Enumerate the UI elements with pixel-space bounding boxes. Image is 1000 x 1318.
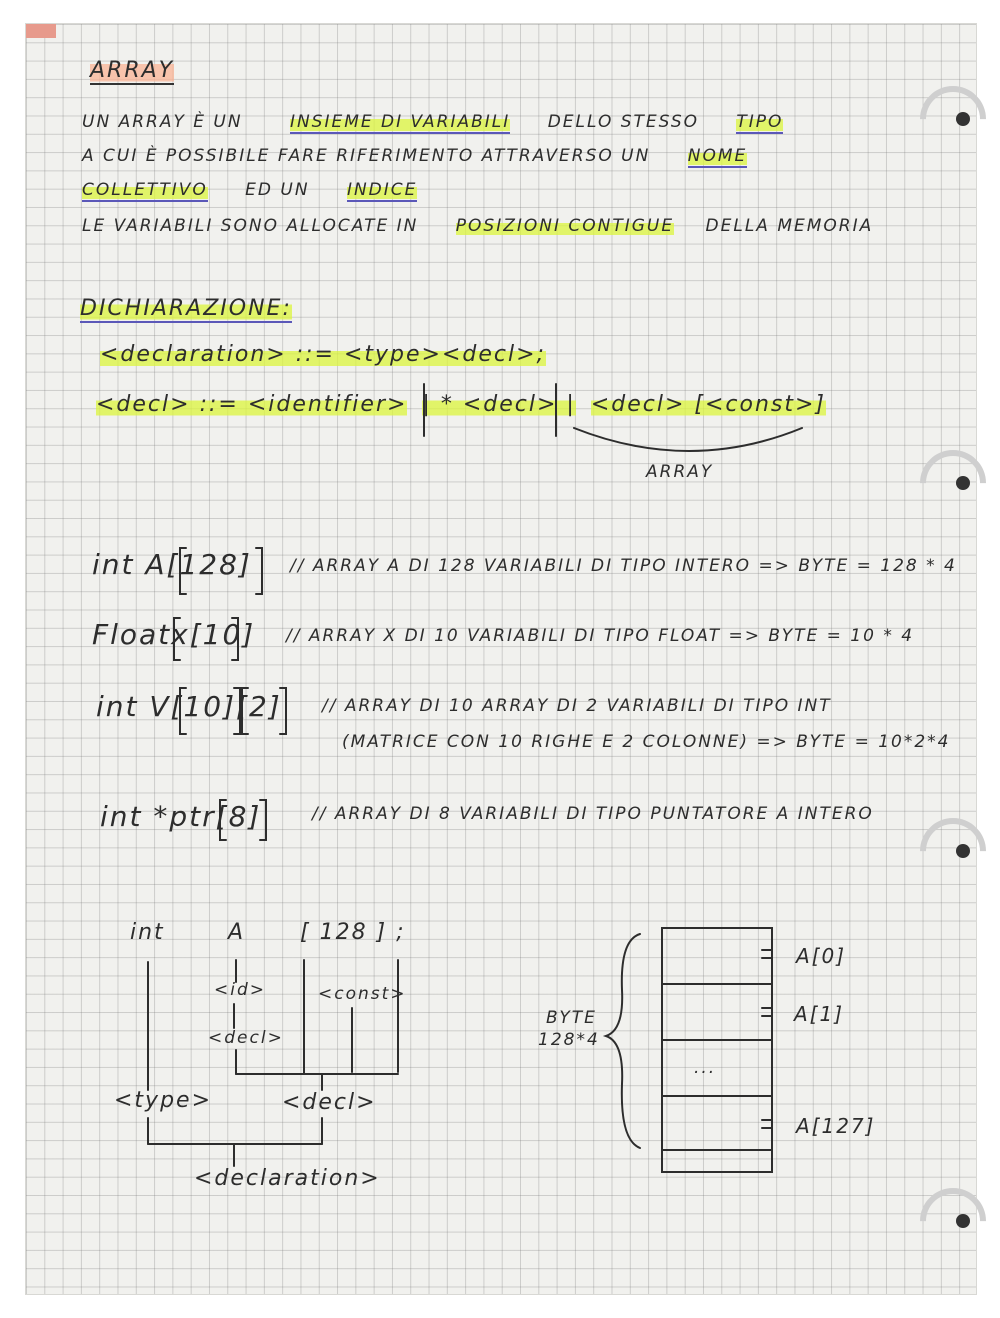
grammar-identifier: <decl> ::= <identifier> — [96, 392, 408, 417]
array-brace — [574, 428, 802, 451]
parse-node-const: <const> — [318, 984, 407, 1004]
example-comment-3: // ARRAY DI 10 ARRAY DI 2 VARIABILI DI TIPO INT — [322, 696, 832, 716]
memory-bytes-value: 128*4 — [538, 1030, 600, 1050]
parse-token-id: A — [228, 920, 246, 945]
grammar-array: <decl> [<const>] — [590, 392, 827, 417]
example-comment-3b: (MATRICE CON 10 RIGHE E 2 COLONNE) => BYTE = 10*2*4 — [342, 732, 951, 752]
grammar-rule-1: <declaration> ::= <type><decl>; — [100, 342, 546, 367]
intro-text: UN ARRAY È UN — [82, 112, 243, 132]
intro-text: DELLA MEMORIA — [705, 216, 874, 236]
parse-node-id: <id> — [214, 980, 267, 1000]
example-bracket — [256, 548, 262, 594]
memory-brace — [606, 934, 640, 1148]
example-bracket — [260, 800, 266, 840]
grammar-pointer: | * <decl> | — [422, 392, 576, 417]
parse-node-decl-outer: <decl> — [282, 1090, 377, 1115]
intro-highlight: INSIEME DI VARIABILI — [289, 112, 511, 132]
intro-highlight: POSIZIONI CONTIGUE — [455, 216, 675, 236]
intro-highlight: NOME — [687, 146, 748, 166]
intro-text: LE VARIABILI SONO ALLOCATE IN — [82, 216, 419, 236]
parse-node-declaration: <declaration> — [194, 1166, 381, 1191]
parse-node-type: <type> — [114, 1088, 213, 1113]
intro-highlight: INDICE — [346, 180, 418, 200]
example-bracket — [242, 688, 248, 734]
intro-highlight: COLLETTIVO — [82, 180, 208, 200]
example-bracket — [174, 618, 180, 660]
example-bracket — [180, 688, 186, 734]
intro-text: A CUI È POSSIBILE FARE RIFERIMENTO ATTRAVERSO UN — [82, 146, 651, 166]
intro-highlight: TIPO — [736, 112, 784, 132]
example-bracket — [180, 548, 186, 594]
memory-cell-label: A[127] — [796, 1114, 876, 1138]
example-bracket — [232, 618, 238, 660]
example-code-3: int V[10][2] — [96, 690, 282, 723]
parse-token-const: [ 128 ] ; — [300, 920, 406, 945]
intro-text: DELLO STESSO — [547, 112, 699, 132]
parse-token-type: int — [130, 920, 165, 945]
example-comment-4: // ARRAY DI 8 VARIABILI DI TIPO PUNTATORE A INTERO — [312, 804, 874, 824]
declaration-heading: DICHIARAZIONE: — [80, 296, 292, 321]
example-code-2: Floatx[10] — [92, 618, 256, 651]
example-bracket — [234, 688, 240, 734]
memory-block — [662, 928, 772, 1172]
memory-cell-ellipsis: ... — [694, 1058, 717, 1078]
example-bracket — [280, 688, 286, 734]
intro-text: ED UN — [245, 180, 310, 200]
array-brace-label: ARRAY — [646, 462, 714, 482]
example-comment-1: // ARRAY A DI 128 VARIABILI DI TIPO INTERO => BYTE = 128 * 4 — [290, 556, 957, 576]
example-comment-2: // ARRAY X DI 10 VARIABILI DI TIPO FLOAT => BYTE = 10 * 4 — [286, 626, 915, 646]
example-code-4: int *ptr[8] — [100, 800, 262, 833]
page-title: ARRAY — [90, 58, 175, 83]
memory-cell-label: A[1] — [794, 1002, 845, 1026]
example-code-1: int A[128] — [92, 548, 252, 581]
parse-node-decl-inner: <decl> — [208, 1028, 284, 1048]
example-bracket — [220, 800, 226, 840]
memory-bytes-label: BYTE — [546, 1008, 597, 1028]
memory-cell-label: A[0] — [796, 944, 847, 968]
